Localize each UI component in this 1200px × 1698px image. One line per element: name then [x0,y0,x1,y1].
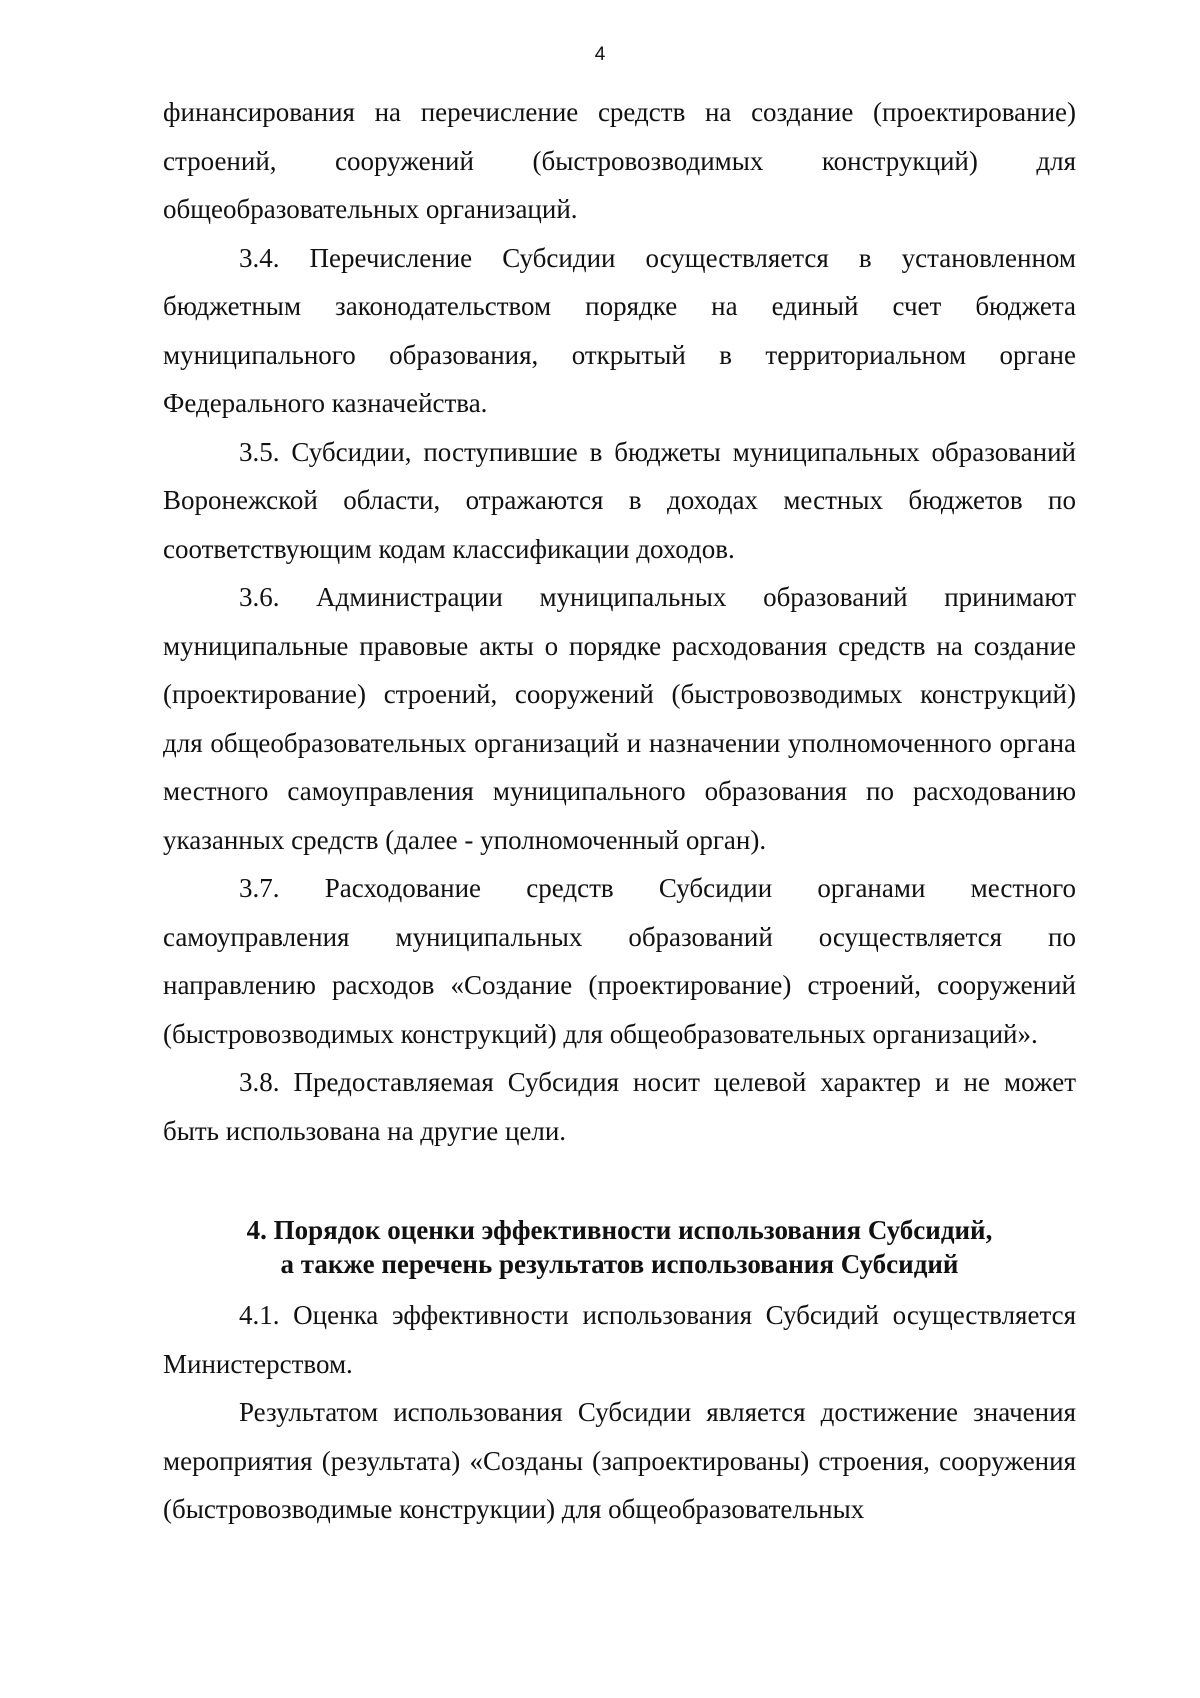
section-heading-line-1: 4. Порядок оценки эффективности использования Субсидий, [246,1215,993,1245]
paragraph-4-1: 4.1. Оценка эффективности использования Субсидий осуществляется Министерством. [163,1300,1076,1379]
paragraph-3-8: 3.8. Предоставляемая Субсидия носит целевой характер и не может быть использована на другие цели. [163,1067,1076,1146]
paragraph-3-4: 3.4. Перечисление Субсидии осуществляется в установленном бюджетным законодательством порядке на единый счет бюджета муниципального образования, открытый в территориальном органе Федерального казначейства. [163,242,1076,418]
section-heading [163,1213,1076,1281]
paragraph-result: Результатом использования Субсидии является достижение значения мероприятия (результата) «Созданы (запроектированы) строения, сооружения (быстровозводимые конструкции) для общеобразовательных [163,1397,1076,1524]
page-number: 4 [594,44,606,65]
document-body [163,88,1076,1534]
paragraph-continuation: финансирования на перечисление средств на создание (проектирование) строений, сооружений (быстровозводимых конструкций) для общеобразовательных организаций. [163,97,1076,224]
paragraph-3-6: 3.6. Администрации муниципальных образований принимают муниципальные правовые акты о порядке расходования средств на создание (проектирование) строений, сооружений (быстровозводимых конструкций) для общеобразовательных организаций и назначении уполномоченного органа местного самоуправления муниципального образования по расходованию указанных средств (далее - уполномоченный орган). [163,582,1076,855]
paragraph-3-5: 3.5. Субсидии, поступившие в бюджеты муниципальных образований Воронежской области, отражаются в доходах местных бюджетов по соответствующим кодам классификации доходов. [163,436,1076,564]
paragraph-3-7: 3.7. Расходование средств Субсидии органами местного самоуправления муниципальных образований осуществляется по направлению расходов «Создание (проектирование) строений, сооружений (быстровозводимых конструкций) для общеобразовательных организаций». [163,873,1076,1049]
section-heading-line-2: а также перечень результатов использования Субсидий [280,1249,959,1279]
